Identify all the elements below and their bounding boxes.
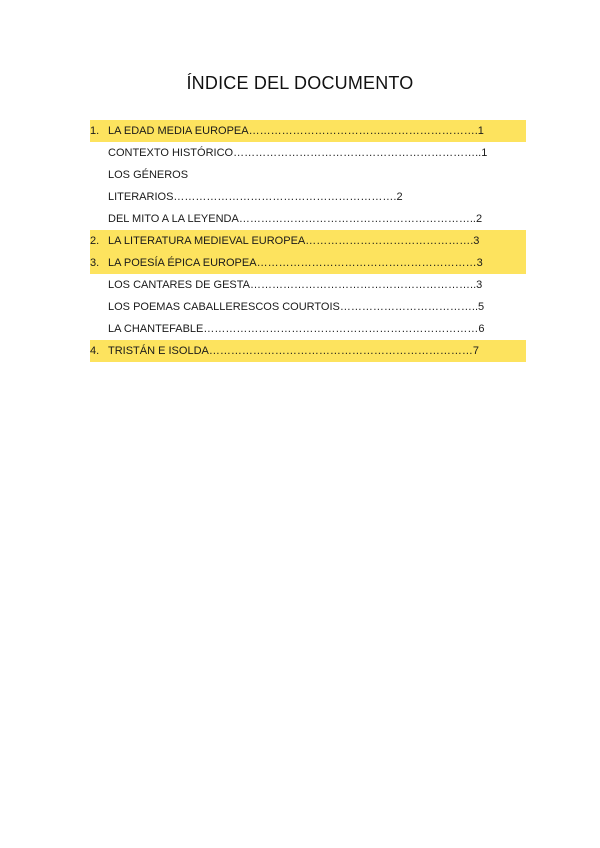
toc-entry-label: LA EDAD MEDIA EUROPEA………………………………..…………………….1 — [108, 125, 484, 137]
toc-entry-literarios[interactable] — [90, 186, 526, 208]
toc-entry-tristan-isolda[interactable] — [90, 340, 526, 362]
toc-entry-edad-media[interactable] — [90, 120, 526, 142]
toc-entry-label: LA CHANTEFABLE…………………………………………………………………6 — [108, 323, 485, 335]
toc-entry-label: LA LITERATURA MEDIEVAL EUROPEA……………………………………….3 — [108, 235, 480, 247]
toc-entry-label: LOS POEMAS CABALLERESCOS COURTOIS………………………………..5 — [108, 301, 485, 313]
toc-entry-generos[interactable] — [90, 164, 526, 186]
toc-entry-number: 2. — [90, 235, 100, 247]
toc-entry-number: 4. — [90, 345, 100, 357]
toc-entry-label: TRISTÁN E ISOLDA………………………………………………………………7 — [108, 345, 479, 357]
toc-entry-literatura-medieval[interactable] — [90, 230, 526, 252]
toc-entry-mito-leyenda[interactable] — [90, 208, 526, 230]
toc-entry-label: LA POESÍA ÉPICA EUROPEA……………………………………………………3 — [108, 257, 483, 269]
toc-entry-number: 3. — [90, 257, 100, 269]
table-of-contents — [90, 120, 526, 362]
toc-entry-label: LOS GÉNEROS — [108, 169, 189, 181]
toc-entry-label: DEL MITO A LA LEYENDA………………………………………………………..2 — [108, 213, 483, 225]
toc-entry-contexto-historico[interactable] — [90, 142, 526, 164]
toc-entry-label: LITERARIOS…………………………………………………….2 — [108, 191, 403, 203]
toc-entry-label: LOS CANTARES DE GESTA……………………………………………………..3 — [108, 279, 483, 291]
toc-entry-poesia-epica[interactable] — [90, 252, 526, 274]
toc-entry-cantares-gesta[interactable] — [90, 274, 526, 296]
toc-entry-number: 1. — [90, 125, 100, 137]
toc-entry-label: CONTEXTO HISTÓRICO…………………………………………………………..1 — [108, 147, 488, 159]
page-title: ÍNDICE DEL DOCUMENTO — [186, 73, 414, 93]
toc-entry-poemas-caballerescos[interactable] — [90, 296, 526, 318]
toc-entry-chantefable[interactable] — [90, 318, 526, 340]
